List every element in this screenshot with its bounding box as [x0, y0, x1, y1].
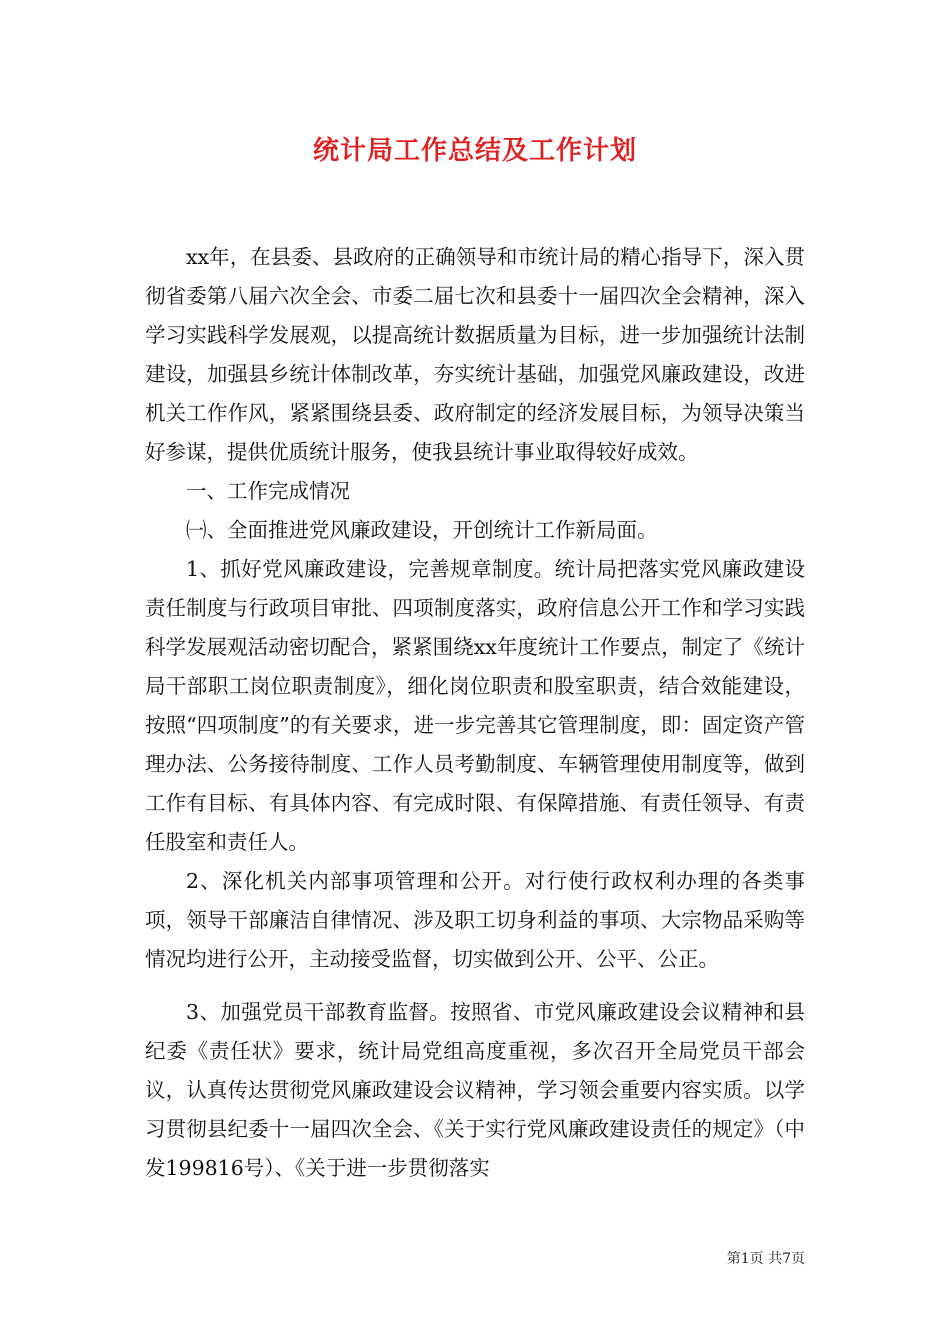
paragraph-item-2: 2、深化机关内部事项管理和公开。对行使行政权利办理的各类事项，领导干部廉洁自律情况、涉及职工切身利益的事项、大宗物品采购等情况均进行公开，主动接受监督，切实做到公开、公平、公正。	[145, 869, 805, 971]
paragraph-item-1: 1、抓好党风廉政建设，完善规章制度。统计局把落实党风廉政建设责任制度与行政项目审批、四项制度落实，政府信息公开工作和学习实践科学发展观活动密切配合，紧紧围绕xx年度统计工作要点，制定了《统计局干部职工岗位职责制度》，细化岗位职责和股室职责，结合效能建设，按照“四项制度”的有关要求，进一步完善其它管理制度，即：固定资产管理办法、公务接待制度、工作人员考勤制度、车辆管理使用制度等，做到工作有目标、有具体内容、有完成时限、有保障措施、有责任领导、有责任股室和责任人。	[145, 557, 805, 854]
paragraph-item-3: 3、加强党员干部教育监督。按照省、市党风廉政建设会议精神和县纪委《责任状》要求，统计局党组高度重视，多次召开全局党员干部会议，认真传达贯彻党风廉政建设会议精神，学习领会重要内容实质。以学习贯彻县纪委十一届四次全会、《关于实行党风廉政建设责任的规定》（中发199816号）、《关于进一步贯彻落实	[145, 1000, 805, 1180]
section-heading-1: 一、工作完成情况	[186, 479, 350, 503]
subsection-heading-1: ㈠、全面推进党风廉政建设，开创统计工作新局面。	[186, 518, 658, 542]
page-number: 第1页 共7页	[726, 1251, 805, 1267]
intro-paragraph: xx年，在县委、县政府的正确领导和市统计局的精心指导下，深入贯彻省委第八届六次全会、市委二届七次和县委十一届四次全会精神，深入学习实践科学发展观，以提高统计数据质量为目标，进一步加强统计法制建设，加强县乡统计体制改革，夯实统计基础，加强党风廉政建设，改进机关工作作风，紧紧围绕县委、政府制定的经济发展目标，为领导决策当好参谋，提供优质统计服务，使我县统计事业取得较好成效。	[145, 245, 805, 464]
document-body	[145, 238, 805, 1188]
document-title: 统计局工作总结及工作计划	[312, 136, 637, 166]
